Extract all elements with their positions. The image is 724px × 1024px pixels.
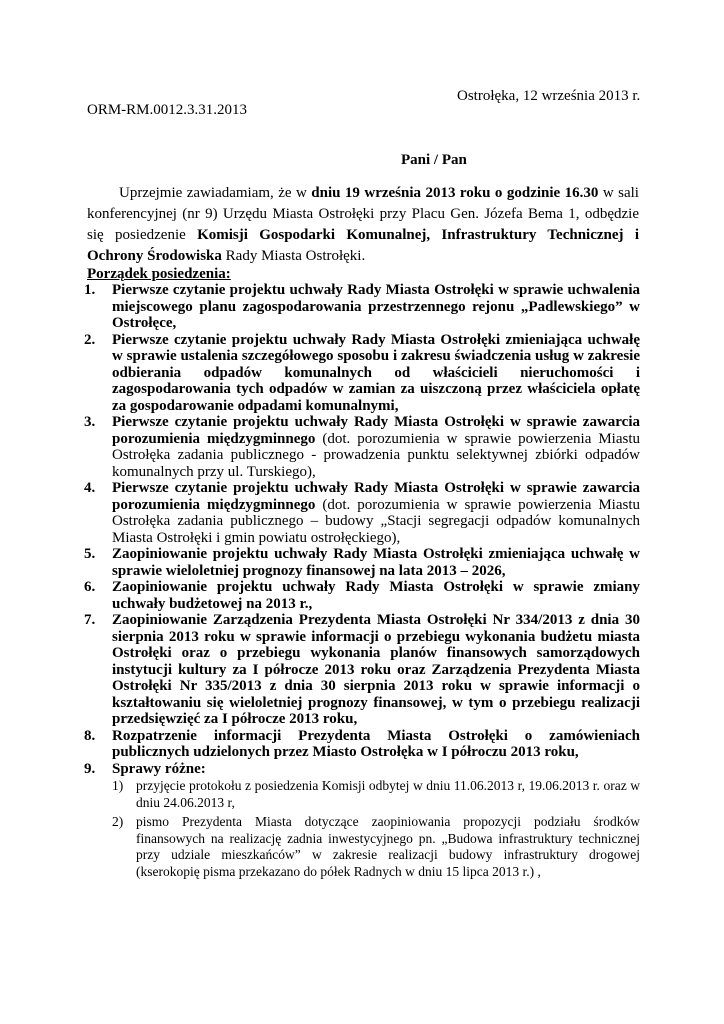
- agenda-item-number: 5.: [84, 546, 96, 562]
- agenda-item-title: Pierwsze czytanie projektu uchwały Rady Miasta Ostrołęki w sprawie zawarcia porozumienia międzygminnego: [112, 480, 640, 513]
- agenda-item-title: Sprawy różne:: [112, 760, 206, 777]
- agenda-item-title: Pierwsze czytanie projektu uchwały Rady Miasta Ostrołęki w sprawie zawarcia porozumienia międzygminnego: [112, 414, 640, 447]
- sub-item: [112, 778, 640, 811]
- intro-text-3: Rady Miasta Ostrołęki.: [221, 248, 366, 264]
- agenda-item: [84, 761, 640, 881]
- sub-item-text: pismo Prezydenta Miasta dotyczące zaopiniowania propozycji podziału środków finansowych na realizację zadnia inwestycyjnego pn. „Budowa infrastruktury technicznej przy udziale mieszkańców” w zakresie realizacji budowy infrastruktury drogowej (kserokopię pisma przekazano do półek Radnych w dniu 15 lipca 2013 r.) ,: [136, 814, 640, 879]
- agenda-item-number: 8.: [84, 727, 96, 744]
- agenda-item-title: Zaopiniowanie Zarządzenia Prezydenta Miasta Ostrołęki Nr 334/2013 z dnia 30 sierpnia 2013 roku w sprawie informacji o przebiegu wykonania budżetu miasta Ostrołęki oraz o przebiegu wykonania planów finansowych samorządowych instytucji kultury za I półrocze 2013 roku oraz Zarządzenia Prezydenta Miasta Ostrołęki Nr 335/2013 z dnia 30 sierpnia 2013 roku w sprawie informacji o kształtowaniu się wieloletniej prognozy finansowej, w tym o przebiegu realizacji przedsięwzięć za I półrocze 2013 roku,: [112, 612, 640, 727]
- agenda-title: Porządek posiedzenia:: [87, 266, 231, 282]
- place-date: Ostrołęka, 12 września 2013 r.: [457, 88, 641, 104]
- agenda-item: [84, 612, 640, 728]
- salutation: Pani / Pan: [401, 152, 467, 168]
- agenda-item: [84, 282, 640, 332]
- agenda-item-title: Rozpatrzenie informacji Prezydenta Miasta Ostrołęki o zamówieniach publicznych udzielonych przez Miasto Ostrołęka w I półroczu 2013 roku,: [112, 727, 640, 760]
- sub-item-text: przyjęcie protokołu z posiedzenia Komisji odbytej w dniu 11.06.2013 r, 19.06.2013 r. oraz w dniu 24.06.2013 r,: [136, 778, 640, 810]
- intro-text-1: Uprzejmie zawiadamiam, że w: [119, 185, 312, 201]
- agenda-item-title: Zaopiniowanie projektu uchwały Rady Miasta Ostrołęki zmieniająca uchwałę w sprawie wieloletniej prognozy finansowej na lata 2013 – 2026,: [112, 546, 640, 579]
- intro-committee-name: Komisji Gospodarki Komunalnej, Infrastruktury Technicznej i Ochrony Środowiska: [87, 227, 639, 264]
- intro-date-time: dniu 19 września 2013 roku o godzinie 16.30: [311, 185, 599, 201]
- intro-paragraph: [87, 183, 639, 267]
- agenda-item: [84, 546, 640, 579]
- agenda-item: [84, 579, 640, 612]
- agenda-item-title: Pierwsze czytanie projektu uchwały Rady Miasta Ostrołęki w sprawie uchwalenia miejscowego planu zagospodarowania przestrzennego rejonu „Padlewskiego” w Ostrołęce,: [112, 282, 640, 331]
- sub-item-number: 2): [112, 814, 124, 829]
- agenda-item: [84, 480, 640, 546]
- reference-number: ORM-RM.0012.3.31.2013: [87, 102, 248, 118]
- agenda-item: [84, 728, 640, 761]
- agenda-list: [84, 282, 640, 883]
- agenda-item-number: 2.: [84, 331, 96, 348]
- intro-text-2: w sali konferencyjnej (nr 9) Urzędu Miasta Ostrołęki przy Placu Gen. Józefa Bema 1, odbędzie się posiedzenie: [87, 185, 639, 243]
- agenda-item: [84, 414, 640, 480]
- agenda-item-number: 6.: [84, 579, 96, 595]
- agenda-item-number: 7.: [84, 612, 96, 628]
- agenda-item-title: Zaopiniowanie projektu uchwały Rady Miasta Ostrołęki w sprawie zmiany uchwały budżetowej na 2013 r.,: [112, 579, 640, 612]
- sprawy-rozne-list: [112, 778, 640, 880]
- agenda-item: [84, 332, 640, 415]
- agenda-item-number: 4.: [84, 480, 96, 496]
- agenda-item-detail: (dot. porozumienia w sprawie powierzenia Miastu Ostrołęka zadania publicznego – budowy „Stacji segregacji odpadów komunalnych Miasta Ostrołęki i gmin powiatu ostrołęckiego),: [112, 496, 640, 546]
- sub-item-number: 1): [112, 778, 124, 793]
- agenda-item-number: 3.: [84, 414, 96, 430]
- agenda-item-number: 9.: [84, 760, 96, 777]
- agenda-item-title: Pierwsze czytanie projektu uchwały Rady Miasta Ostrołęki zmieniająca uchwałę w sprawie ustalenia szczegółowego sposobu i zakresu świadczenia usług w zakresie odbierania odpadów komunalnych od właścicieli nieruchomości i zagospodarowania tych odpadów w zamian za uiszczoną przez właściciela opłatę za gospodarowanie odpadami komunalnymi,: [112, 331, 640, 414]
- agenda-item-number: 1.: [84, 282, 96, 298]
- agenda-item-detail: (dot. porozumienia w sprawie powierzenia Miastu Ostrołęka zadania publicznego - prowadzenia punktu selektywnej zbiórki odpadów komunalnych przy ul. Turskiego),: [112, 430, 640, 480]
- sub-item: [112, 814, 640, 880]
